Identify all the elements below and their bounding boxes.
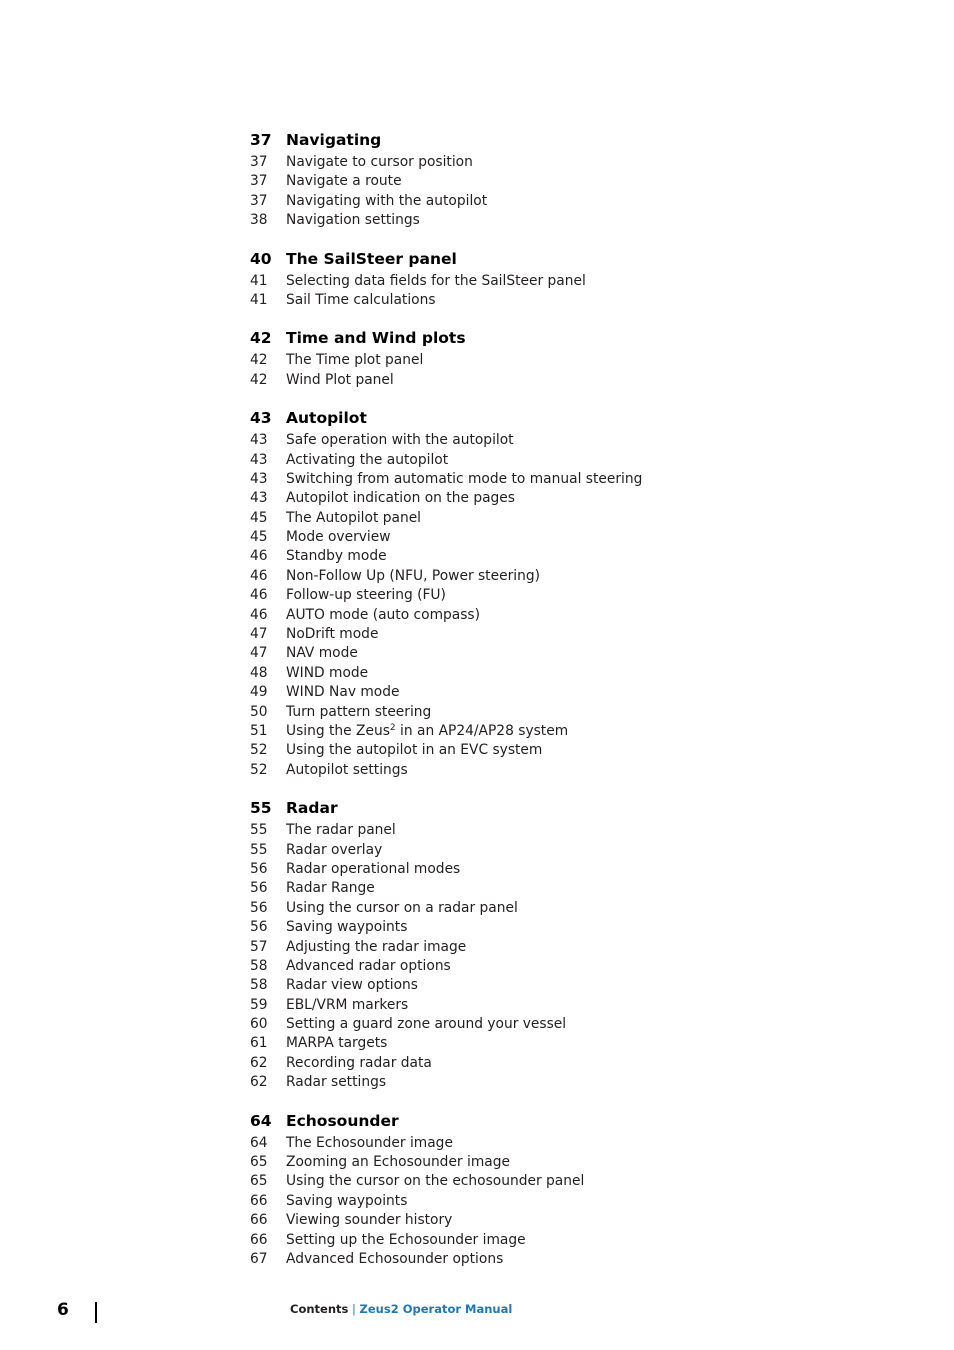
entry-page-number: 65 (250, 1154, 268, 1171)
chapter-page-number: 37 (250, 131, 272, 149)
entry-title-text: Autopilot indication on the pages (286, 490, 515, 507)
toc-chapter-heading[interactable] (250, 131, 770, 154)
toc-entry[interactable] (250, 645, 770, 664)
entry-page-number: 45 (250, 529, 268, 546)
entry-title (286, 1016, 566, 1032)
entry-title (286, 529, 391, 545)
toc-entry[interactable] (250, 704, 770, 723)
entry-page-number: 45 (250, 509, 268, 526)
entry-page-number: 37 (250, 154, 268, 170)
entry-title-text: Follow-up steering (FU) (286, 587, 446, 604)
entry-title-text: Viewing sounder history (286, 1212, 453, 1229)
entry-title (286, 684, 400, 700)
entry-title (286, 939, 466, 955)
toc-entry[interactable] (250, 1154, 770, 1173)
chapter-page-number: 55 (250, 799, 272, 818)
entry-title (286, 977, 418, 993)
entry-title (286, 762, 408, 778)
entry-page-number: 58 (250, 957, 268, 974)
chapter-title: Navigating (286, 131, 382, 149)
entry-title (286, 822, 396, 838)
entry-title (286, 1232, 526, 1248)
entry-page-number: 57 (250, 938, 268, 955)
entry-title (286, 352, 423, 368)
chapter-page-number: 64 (250, 1111, 272, 1130)
toc-entry[interactable] (250, 842, 770, 861)
entry-title (286, 1193, 407, 1209)
entry-title-text: Mode overview (286, 529, 391, 546)
entry-page-number: 59 (250, 996, 268, 1013)
toc-entry[interactable] (250, 900, 770, 919)
toc-section (250, 131, 770, 232)
entry-page-number: 58 (250, 977, 268, 994)
chapter-page-number: 40 (250, 249, 272, 268)
entry-title-text: Zooming an Echosounder image (286, 1154, 510, 1171)
entry-title-text: MARPA targets (286, 1035, 388, 1052)
entry-title-text: Selecting data fields for the SailSteer panel (286, 272, 586, 289)
entry-title-text: Activating the autopilot (286, 451, 449, 468)
toc-entry[interactable] (250, 1251, 770, 1270)
toc-entry[interactable] (250, 665, 770, 684)
entry-page-number: 37 (250, 192, 268, 209)
entry-title (286, 212, 420, 228)
running-footer (290, 1302, 512, 1316)
entry-title-text: The radar panel (286, 822, 396, 839)
entry-title-text: Radar settings (286, 1074, 387, 1091)
toc-entry[interactable] (250, 548, 770, 567)
footer-manual-title: Zeus2 Operator Manual (359, 1302, 513, 1316)
superscript: 2 (389, 722, 396, 733)
toc-entry[interactable] (250, 193, 770, 212)
entry-title-text: Saving waypoints (286, 919, 408, 936)
entry-title-text: Radar view options (286, 977, 418, 994)
toc-entry[interactable] (250, 352, 770, 371)
entry-title (286, 490, 515, 506)
entry-page-number: 46 (250, 606, 268, 623)
toc-entry[interactable] (250, 958, 770, 977)
entry-title (286, 372, 394, 388)
toc-entry[interactable] (250, 919, 770, 938)
chapter-page-number: 43 (250, 409, 272, 428)
entry-page-number: 43 (250, 470, 268, 487)
entry-page-number: 47 (250, 645, 268, 662)
entry-title-text: Saving waypoints (286, 1192, 408, 1209)
entry-title (286, 842, 382, 858)
entry-title (286, 665, 368, 681)
entry-page-number: 55 (250, 822, 268, 839)
toc-entry[interactable] (250, 490, 770, 509)
entry-title (286, 900, 518, 916)
entry-title-text: Setting up the Echosounder image (286, 1231, 526, 1248)
entry-title-text: Switching from automatic mode to manual steering (286, 470, 643, 487)
entry-title (286, 742, 542, 758)
chapter-title: Time and Wind plots (286, 329, 466, 348)
toc-section (250, 799, 770, 1093)
entry-page-number: 46 (250, 567, 268, 584)
entry-page-number: 64 (250, 1134, 268, 1151)
entry-title-text: WIND mode (286, 664, 369, 681)
entry-title (286, 997, 408, 1013)
entry-page-number: 61 (250, 1035, 268, 1052)
toc-entry[interactable] (250, 607, 770, 626)
entry-title-text: Recording radar data (286, 1054, 432, 1071)
entry-page-number: 66 (250, 1192, 268, 1209)
entry-page-number: 56 (250, 899, 268, 916)
entry-page-number: 62 (250, 1074, 268, 1091)
entry-title-text: Using the autopilot in an EVC system (286, 742, 543, 759)
toc-entry[interactable] (250, 880, 770, 899)
toc-entry[interactable] (250, 273, 770, 292)
entry-title (286, 432, 514, 448)
toc-chapter-heading[interactable] (250, 409, 770, 432)
toc-chapter-heading[interactable] (250, 1112, 770, 1135)
entry-page-number: 47 (250, 626, 268, 643)
entry-page-number: 52 (250, 761, 268, 778)
toc-entry[interactable] (250, 742, 770, 761)
entry-page-number: 46 (250, 587, 268, 604)
entry-title (286, 568, 540, 584)
entry-title-text: Non-Follow Up (NFU, Power steering) (286, 567, 540, 584)
entry-title-text: Radar Range (286, 880, 375, 897)
entry-title (286, 919, 407, 935)
toc-entry[interactable] (250, 173, 770, 192)
entry-page-number: 46 (250, 548, 268, 565)
toc-entry[interactable] (250, 154, 770, 173)
page-number: 6 (57, 1300, 69, 1320)
entry-page-number: 41 (250, 291, 268, 308)
toc-entry[interactable] (250, 372, 770, 391)
entry-title (286, 958, 451, 974)
entry-page-number: 48 (250, 664, 268, 681)
entry-title-text: Adjusting the radar image (286, 938, 467, 955)
toc-entry[interactable] (250, 1193, 770, 1212)
entry-title (286, 173, 402, 189)
toc-section (250, 250, 770, 312)
toc-chapter-heading[interactable] (250, 799, 770, 822)
toc-entry[interactable] (250, 529, 770, 548)
entry-title-text: Autopilot settings (286, 761, 408, 778)
toc-entry[interactable] (250, 1016, 770, 1035)
toc-entry[interactable] (250, 723, 770, 742)
toc-entry[interactable] (250, 292, 770, 311)
entry-title-text: Using the cursor on the echosounder panel (286, 1173, 585, 1190)
entry-title (286, 273, 586, 289)
toc-entry[interactable] (250, 997, 770, 1016)
toc-entry[interactable] (250, 1212, 770, 1231)
entry-page-number: 43 (250, 451, 268, 468)
entry-title (286, 880, 375, 896)
chapter-page-number: 42 (250, 329, 272, 348)
entry-title (286, 607, 480, 623)
toc-section (250, 409, 770, 781)
entry-title-text: Using the Zeus (286, 722, 390, 739)
entry-page-number: 43 (250, 490, 268, 507)
entry-title (286, 1154, 510, 1170)
entry-title (286, 1035, 387, 1051)
toc-entry[interactable] (250, 1173, 770, 1192)
entry-title (286, 193, 487, 209)
chapter-title: Radar (286, 799, 338, 818)
entry-title (286, 510, 421, 526)
entry-title-text: Navigation settings (286, 212, 420, 229)
entry-page-number: 56 (250, 919, 268, 936)
entry-title-text: Wind Plot panel (286, 371, 394, 388)
entry-page-number: 56 (250, 880, 268, 897)
entry-page-number: 66 (250, 1231, 268, 1248)
entry-title (286, 292, 436, 308)
entry-title (286, 1074, 386, 1090)
toc-section (250, 329, 770, 391)
entry-title (286, 645, 358, 661)
toc-entry[interactable] (250, 762, 770, 781)
entry-title-text: Advanced radar options (286, 957, 451, 974)
entry-page-number: 50 (250, 703, 268, 720)
entry-page-number: 37 (250, 173, 268, 190)
entry-title (286, 704, 431, 720)
entry-page-number: 62 (250, 1054, 268, 1071)
entry-title-text: Navigating with the autopilot (286, 192, 488, 209)
toc-entry[interactable] (250, 452, 770, 471)
entry-page-number: 56 (250, 860, 268, 877)
entry-title-text: Radar operational modes (286, 860, 461, 877)
entry-title-text: Setting a guard zone around your vessel (286, 1016, 567, 1033)
entry-title (286, 1135, 453, 1151)
entry-title (286, 471, 642, 487)
chapter-title: Autopilot (286, 409, 367, 428)
entry-title-text: Using the cursor on a radar panel (286, 899, 518, 916)
entry-title (286, 452, 448, 468)
entry-title (286, 1212, 452, 1228)
entry-page-number: 49 (250, 684, 268, 701)
toc-entry[interactable] (250, 471, 770, 490)
entry-title-text: Sail Time calculations (286, 291, 436, 308)
entry-title-text: Advanced Echosounder options (286, 1250, 504, 1267)
entry-page-number: 55 (250, 841, 268, 858)
entry-page-number: 51 (250, 722, 268, 739)
entry-title (286, 1251, 503, 1267)
entry-title (286, 548, 387, 564)
entry-page-number: 42 (250, 352, 268, 369)
entry-page-number: 60 (250, 1016, 268, 1033)
toc-entry[interactable] (250, 1074, 770, 1093)
footer-divider (95, 1302, 97, 1323)
entry-page-number: 38 (250, 212, 268, 229)
toc-entry[interactable] (250, 822, 770, 841)
entry-title-text: NAV mode (286, 645, 358, 662)
footer-separator: | (348, 1302, 360, 1316)
entry-title-text: AUTO mode (auto compass) (286, 606, 480, 623)
entry-title-text: WIND Nav mode (286, 684, 400, 701)
entry-title (286, 626, 378, 642)
toc-entry[interactable] (250, 626, 770, 645)
toc-section (250, 1112, 770, 1271)
toc-entry[interactable] (250, 1035, 770, 1054)
entry-page-number: 42 (250, 371, 268, 388)
toc-entry[interactable] (250, 1135, 770, 1154)
toc-entry[interactable] (250, 939, 770, 958)
toc-entry[interactable] (250, 977, 770, 996)
entry-title (286, 154, 473, 170)
toc-entry[interactable] (250, 1055, 770, 1074)
entry-title-text: Safe operation with the autopilot (286, 432, 514, 449)
entry-title-text: Radar overlay (286, 841, 383, 858)
entry-title (286, 587, 446, 603)
toc-entry[interactable] (250, 568, 770, 587)
toc-entry[interactable] (250, 212, 770, 231)
toc-entry[interactable] (250, 510, 770, 529)
entry-title (286, 861, 460, 877)
toc-chapter-heading[interactable] (250, 329, 770, 352)
toc-entry[interactable] (250, 684, 770, 703)
entry-title-text: NoDrift mode (286, 626, 379, 643)
toc-entry[interactable] (250, 1232, 770, 1251)
entry-title (286, 1055, 432, 1071)
toc-chapter-heading[interactable] (250, 250, 770, 273)
entry-page-number: 41 (250, 272, 268, 289)
footer-section-label: Contents (290, 1302, 349, 1316)
entry-title (286, 1173, 584, 1189)
entry-title-text: The Time plot panel (286, 352, 424, 369)
entry-title-text: Navigate to cursor position (286, 154, 473, 170)
entry-page-number: 65 (250, 1173, 268, 1190)
entry-title-text: Navigate a route (286, 173, 402, 190)
chapter-title: The SailSteer panel (286, 249, 457, 268)
entry-page-number: 43 (250, 432, 268, 449)
entry-title-text: The Echosounder image (286, 1134, 453, 1151)
entry-title-text: Turn pattern steering (286, 703, 432, 720)
entry-page-number: 66 (250, 1212, 268, 1229)
entry-title (286, 723, 568, 739)
chapter-title: Echosounder (286, 1111, 399, 1130)
entry-title-text-after: in an AP24/AP28 system (395, 722, 569, 739)
toc-entry[interactable] (250, 587, 770, 606)
toc-entry[interactable] (250, 861, 770, 880)
entry-title-text: Standby mode (286, 548, 387, 565)
entry-page-number: 67 (250, 1250, 268, 1267)
entry-title-text: EBL/VRM markers (286, 996, 409, 1013)
entry-title-text: The Autopilot panel (286, 509, 422, 526)
toc-entry[interactable] (250, 432, 770, 451)
table-of-contents (250, 131, 770, 1288)
entry-page-number: 52 (250, 742, 268, 759)
